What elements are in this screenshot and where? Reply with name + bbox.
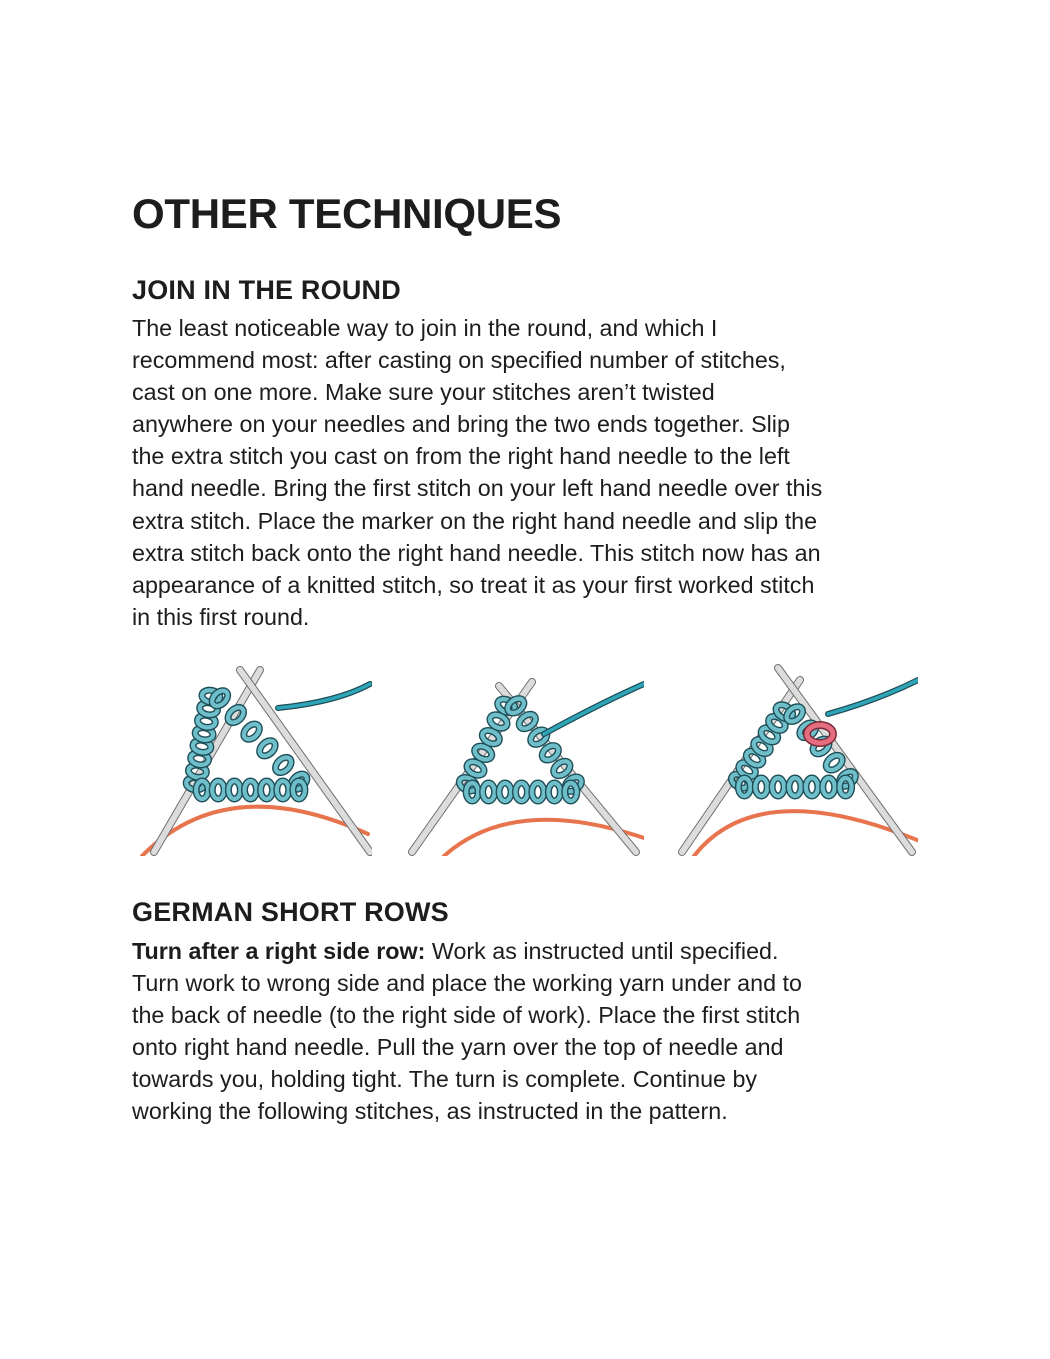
join-step-2-svg — [404, 662, 644, 856]
section-heading-german-short-rows: GERMAN SHORT ROWS — [132, 897, 449, 927]
join-step-2-illustration — [404, 662, 644, 856]
text-line: Turn work to wrong side and place the working yarn under and to — [132, 970, 802, 997]
text-line: the back of needle (to the right side of work). Place the first stitch — [132, 1002, 801, 1029]
text-line: appearance of a knitted stitch, so treat it as your first worked stitch — [132, 571, 815, 598]
join-step-1-illustration — [132, 662, 372, 856]
lead-label: Turn after a right side row: — [132, 938, 426, 964]
right-needle — [240, 670, 370, 852]
stitch-marker-icon — [807, 725, 833, 743]
text-line: hand needle. Bring the first stitch on your left hand needle over this — [132, 475, 823, 502]
section-heading-join-in-the-round: JOIN IN THE ROUND — [132, 275, 401, 305]
join-in-the-round-illustrations — [132, 662, 918, 856]
join-step-3-illustration — [678, 662, 918, 856]
text-line: in this first round. — [132, 603, 310, 630]
text-line: extra stitch back onto the right hand needle. This stitch now has an — [132, 539, 821, 566]
working-yarn-outline — [278, 684, 370, 708]
join-step-3-svg — [678, 662, 918, 856]
text-line: extra stitch. Place the marker on the right hand needle and slip the — [132, 507, 818, 534]
text-line: anywhere on your needles and bring the two ends together. Slip — [132, 411, 790, 438]
page-title: OTHER TECHNIQUES — [132, 190, 562, 237]
text-line: recommend most: after casting on specified number of stitches, — [132, 347, 786, 374]
text-line: working the following stitches, as instructed in the pattern. — [132, 1098, 728, 1125]
text-line: onto right hand needle. Pull the yarn over the top of needle and — [132, 1034, 784, 1061]
text-line-rest: Work as instructed until specified. — [425, 938, 779, 964]
german-short-rows-text — [132, 935, 932, 1128]
bottom-stitches — [738, 778, 851, 796]
join-in-the-round-text — [132, 312, 932, 633]
text-line: The least noticeable way to join in the round, and which I — [132, 315, 718, 341]
text-line: cast on one more. Make sure your stitches aren’t twisted — [132, 379, 715, 406]
bottom-stitches — [466, 783, 577, 801]
text-line: towards you, holding tight. The turn is complete. Continue by — [132, 1066, 758, 1093]
bottom-stitches — [196, 781, 305, 799]
working-yarn — [544, 684, 644, 734]
join-step-1-svg — [132, 662, 372, 856]
text-line: the extra stitch you cast on from the right hand needle to the left — [132, 443, 790, 470]
text-line — [132, 935, 932, 967]
